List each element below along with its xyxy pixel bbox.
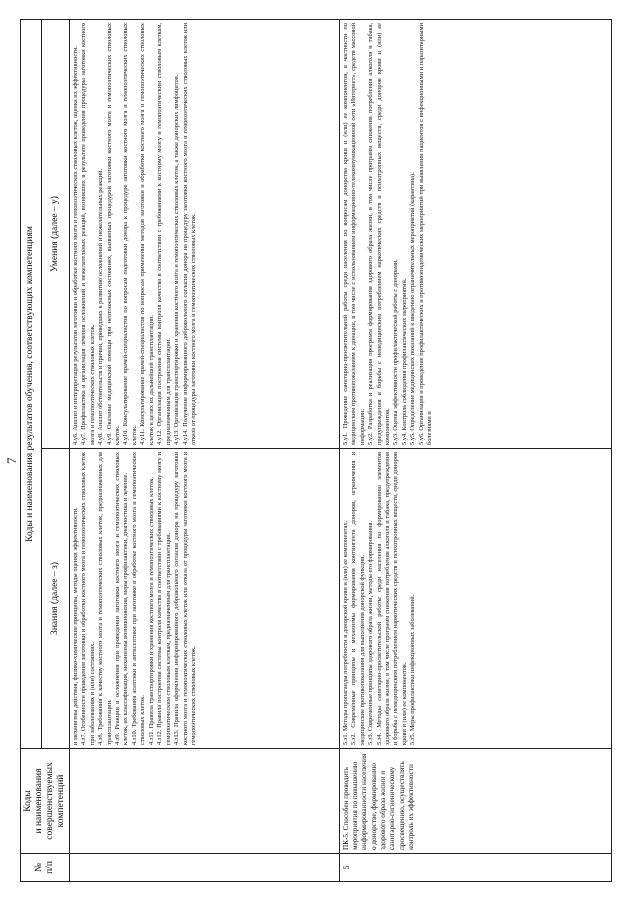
knowledge-item: и механизмы действия, физико-химические принципы, методы оценки эффективности. [71, 507, 79, 745]
header-skills: Умения (далее – у) [41, 20, 69, 449]
skill-item: 4.у9. Оказание медицинской помощи при неотложных состояниях, вызванных процедурой заготовки костного мозга и гемопоэтических стволовых клеток. [105, 23, 121, 445]
skill-item: 5.у4. Контроль соблюдения профилактических мероприятий. [400, 278, 408, 445]
row-number: 5 [339, 854, 611, 882]
header-competency-codes: Коды и наименования совершенствуемых компетенций [21, 749, 70, 854]
header-number: № п/п [21, 854, 70, 882]
knowledge-item: 4.з13. Правила оформления информированного добровольного согласия донора на процедуру заготовки костного мозга и гемопоэтических стволовых клеток или отказа от процедуры заготовки костного мозга и гемопоэтических стволовых клеток. [173, 452, 198, 745]
knowledge-cell [339, 449, 611, 749]
skill-item: 5.у5. Определение медицинских показаний к введению ограничительных мероприятий (карантина). [409, 172, 417, 445]
skill-item: 4.у13. Организация транспортировки и хранения костного мозга и гемопоэтических стволовых клеток, а также донорских лимфоцитов. [173, 74, 181, 445]
header-results-section: Коды и наименования результатов обучения, соответствующих компетенциям [21, 20, 42, 749]
skill-item: 4.у14. Получение информированного добровольного согласия донора на процедуру заготовки костного мозга и гемопоэтических стволовых клеток или отказа от процедуры заготовки костного мозга и гемопоэтических стволовых клеток. [181, 23, 198, 445]
knowledge-item: 4.з10. Требования асептики и антисептики при заготовке и обработке костного мозга и гемопоэтических стволовых клеток. [130, 452, 147, 745]
skill-item: 4.у10. Консультирование врачей-специалистов по вопросам подготовки донора к процедуре заготовки костного мозга и гемопоэтических стволовых клеток. [122, 23, 138, 445]
knowledge-item: 4.з9. Реакции и осложнения при проведении заготовки костного мозга и гемопоэтических стволовых клеток, их классификация, механизмы возникновения, меры профилактики, диагностика и лечение. [113, 452, 130, 745]
competency-name [69, 749, 339, 854]
table-row [339, 20, 611, 882]
competency-name: ПК-5. Способен проводить мероприятия по повышению информированности населения о донорстве, формированию здорового образа жизни и санитарно-гигиеническому просвещению, осуществлять контроль их эффективности [339, 749, 611, 854]
knowledge-item: 5.з2. Современные принципы и механизмы формирования контингента доноров, ограничения и медицинские противопоказания для выполнения донорской функции. [350, 452, 366, 745]
skill-item: 5.у6. Организация и проведение профилактических и противоэпидемических мероприятий при выявлении пациентов с инфекционными и паразитарными болезнями и [417, 23, 434, 445]
skills-cell [69, 20, 339, 449]
skill-item: 4.у11. Консультирование врачей-специалистов по вопросам применения методов заготовки и обработки костного мозга и гемопоэтических стволовых клеток в целях их дальнейшей трансплантации. [139, 23, 155, 445]
knowledge-item: 5.з3. Современные принципы здорового образа жизни, методы его формирования. [367, 520, 375, 745]
skill-item: 5.у3. Оценка эффективности профилактической работы с донорами. [392, 259, 400, 445]
knowledge-item: 4.з12. Правила построения системы контроля качества в соответствии с требованиями к костному мозгу и гемопоэтическим стволовым клеткам, предназначенным для трансплантации. [156, 452, 172, 745]
knowledge-item: 5.з1. Методы пропаганды потребности в донорской крови и (или) ее компонентах. [341, 520, 349, 745]
skill-item: 5.у1. Проведение санитарно-просветительной работы среди населения по вопросам донорства крови и (или) ее компонентов, в частности по медицинским противопоказаниям к донации, в том числе с использованием информационно-телекоммуникационной сети «Интернет», средств массовой информации. [341, 23, 366, 445]
knowledge-item: 5.з4. Методы санитарно-просветительской работы среди населения по формированию элементов здорового образа жизни, в том числе программ снижения потребления алкоголя и табака, предупреждения и борьбы с немедицинским потреблением наркотических средств и психотропных веществ, среди доноров крови и (или) ее компонентов. [375, 452, 408, 745]
competency-table [20, 19, 612, 882]
header-knowledge: Знания (далее – з) [41, 449, 69, 749]
knowledge-item: 4.з8. Требования к качеству костного мозга и гемопоэтических стволовых клеток, предназначенных для трансплантации. [97, 452, 113, 745]
skill-item: 4.у6. Анализ и интерпретация результатов заготовки и обработки костного мозга и гемопоэтических стволовых клеток, оценка их эффективности. [71, 46, 79, 445]
knowledge-item: 4.з11. Правила транспортировки и хранения костного мозга и гемопоэтических стволовых клеток. [147, 477, 155, 745]
skill-item: 5.у2. Разработка и реализация программ формирования здорового образа жизни, в том числе программ снижения потребления алкоголя и табака, предупреждения и борьбы с немедицинским потреблением наркотических средств и психотропных веществ, среди доноров крови и (или) ее компонентов. [367, 23, 391, 445]
row-number [69, 854, 339, 882]
knowledge-item: 4.з7. Особенности проведения заготовки и обработки костного мозга и гемопоэтических стволовых клеток при заболеваниях и (или) состояниях. [80, 452, 96, 745]
table-row [69, 20, 339, 882]
skill-item: 4.у7. Профилактика и организация лечения осложнений и нежелательных реакций, возникших в результате проведения процедуры заготовки костного мозга и гемопоэтических стволовых клеток. [80, 23, 96, 445]
knowledge-cell [69, 449, 339, 749]
knowledge-item: 5.з5. Меры профилактики инфекционных заболеваний. [409, 594, 417, 745]
skill-item: 4.у8. Анализ обстоятельств и причин, приведших к развитию осложнений и нежелательных реакций. [97, 168, 105, 445]
page-number: 7 [4, 457, 19, 464]
skills-cell [339, 20, 611, 449]
skill-item: 4.у12. Организация построения системы контроля качества в соответствии с требованиями к костному мозгу и гемопоэтическим стволовым клеткам, предназначенным для трансплантации. [156, 23, 172, 445]
